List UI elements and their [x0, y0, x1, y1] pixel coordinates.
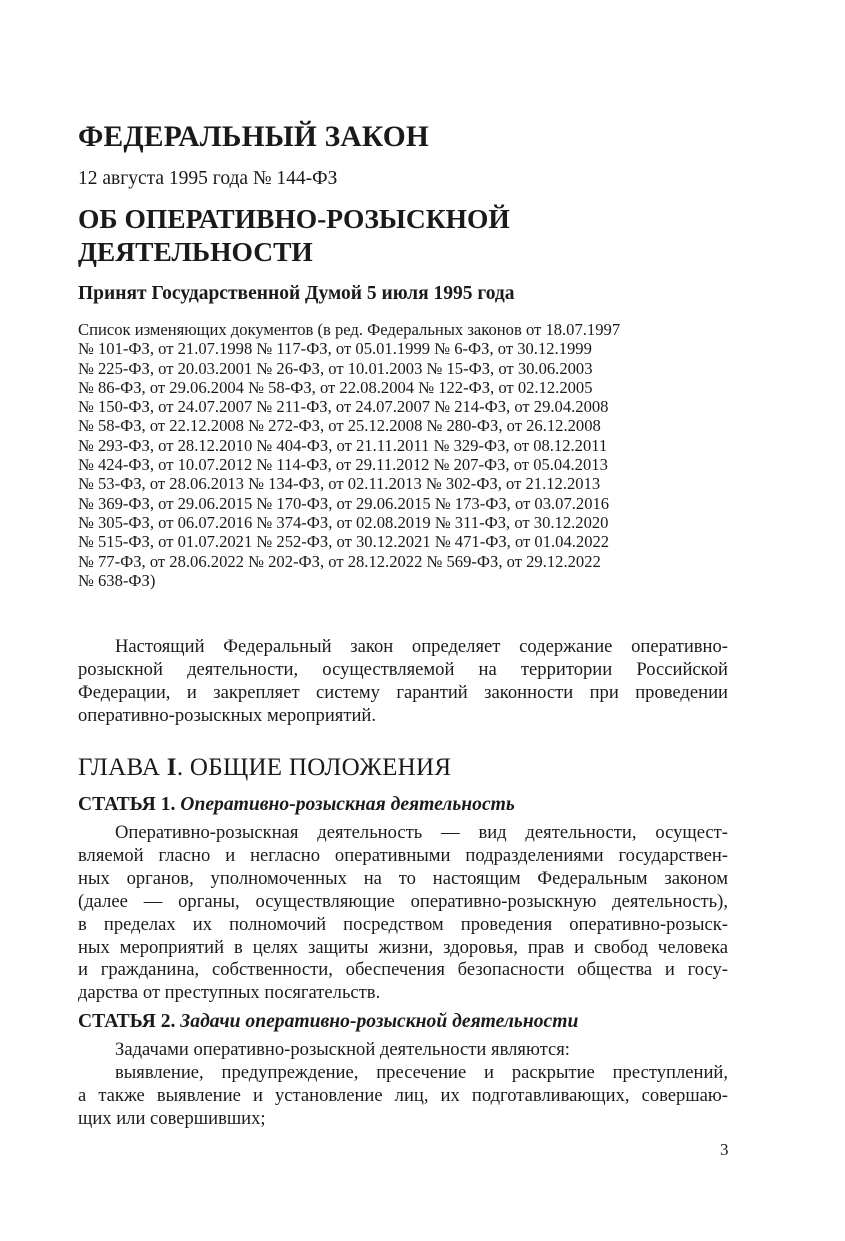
- amendments-line: № 225-ФЗ, от 20.03.2001 № 26-ФЗ, от 10.01.2003 № 15-ФЗ, от 30.06.2003: [78, 358, 593, 378]
- chapter-prefix: ГЛАВА: [78, 754, 167, 781]
- article-1-line: (далее — органы, осуществляющие оперативно-розыскную деятельность),: [78, 890, 728, 912]
- article-2-intro: Задачами оперативно-розыскной деятельности являются:: [115, 1039, 570, 1060]
- preamble-paragraph: [78, 636, 728, 728]
- amendments-list: [78, 320, 620, 590]
- law-title-line: ОБ ОПЕРАТИВНО-РОЗЫСКНОЙ: [78, 203, 510, 234]
- law-title-line: ДЕЯТЕЛЬНОСТИ: [78, 236, 313, 267]
- article-1-line: Оперативно-розыскная деятельность — вид деятельности, осущест-: [115, 822, 728, 843]
- chapter-heading: [78, 754, 451, 782]
- article-2-line: щих или совершивших;: [78, 1107, 266, 1129]
- amendments-line: № 101-ФЗ, от 21.07.1998 № 117-ФЗ, от 05.01.1999 № 6-ФЗ, от 30.12.1999: [78, 339, 592, 359]
- article-1-paragraph: [78, 822, 728, 1005]
- amendments-line: № 150-ФЗ, от 24.07.2007 № 211-ФЗ, от 24.07.2007 № 214-ФЗ, от 29.04.2008: [78, 397, 609, 417]
- article-2-name: Задачи оперативно-розыскной деятельности: [180, 1011, 579, 1032]
- preamble-line: Федерации, и закрепляет систему гарантий законности при проведении: [78, 681, 728, 703]
- law-title: [78, 202, 510, 268]
- amendments-line: Список изменяющих документов (в ред. Федеральных законов от 18.07.1997: [78, 320, 621, 339]
- law-type-heading: ФЕДЕРАЛЬНЫЙ ЗАКОН: [78, 121, 430, 153]
- amendments-line: № 424-ФЗ, от 10.07.2012 № 114-ФЗ, от 29.11.2012 № 207-ФЗ, от 05.04.2013: [78, 455, 608, 475]
- article-2-heading: [78, 1011, 578, 1033]
- article-2-line: выявление, предупреждение, пресечение и раскрытие преступлений,: [115, 1061, 728, 1083]
- page-number: 3: [720, 1140, 729, 1159]
- amendments-line: № 86-ФЗ, от 29.06.2004 № 58-ФЗ, от 22.08.2004 № 122-ФЗ, от 02.12.2005: [78, 377, 593, 397]
- article-2-number: СТАТЬЯ 2.: [78, 1011, 181, 1032]
- preamble-line: оперативно-розыскных мероприятий.: [78, 704, 377, 726]
- article-1-line: в пределах их полномочий посредством проведения оперативно-розыск-: [78, 913, 728, 935]
- article-2-paragraph: [78, 1039, 728, 1131]
- article-1-line: и гражданина, собственности, обеспечения безопасности общества и госу-: [78, 959, 728, 981]
- amendments-line: № 515-ФЗ, от 01.07.2021 № 252-ФЗ, от 30.12.2021 № 471-ФЗ, от 01.04.2022: [78, 532, 610, 552]
- law-date: 12 августа 1995 года № 144-ФЗ: [78, 168, 338, 189]
- article-1-heading: [78, 794, 515, 816]
- chapter-title: . ОБЩИЕ ПОЛОЖЕНИЯ: [176, 754, 452, 781]
- adoption-note: Принят Государственной Думой 5 июля 1995 года: [78, 283, 515, 304]
- article-1-line: дарства от преступных посягательств.: [78, 982, 381, 1004]
- amendments-line: № 58-ФЗ, от 22.12.2008 № 272-ФЗ, от 25.12.2008 № 280-ФЗ, от 26.12.2008: [78, 416, 601, 436]
- article-1-line: вляемой гласно и негласно оперативными подразделениями государствен-: [78, 844, 728, 866]
- article-1-line: ных органов, уполномоченных на то настоящим Федеральным законом: [78, 867, 728, 889]
- article-2-line: а также выявление и установление лиц, их подготавливающих, совершаю-: [78, 1084, 728, 1106]
- amendments-line: № 293-ФЗ, от 28.12.2010 № 404-ФЗ, от 21.11.2011 № 329-ФЗ, от 08.12.2011: [78, 435, 608, 455]
- amendments-line: № 369-ФЗ, от 29.06.2015 № 170-ФЗ, от 29.06.2015 № 173-ФЗ, от 03.07.2016: [78, 493, 610, 513]
- preamble-line: розыскной деятельности, осуществляемой на территории Российской: [78, 658, 728, 680]
- chapter-number: I: [166, 754, 177, 781]
- amendments-line: № 305-ФЗ, от 06.07.2016 № 374-ФЗ, от 02.08.2019 № 311-ФЗ, от 30.12.2020: [78, 512, 609, 532]
- amendments-line: № 77-ФЗ, от 28.06.2022 № 202-ФЗ, от 28.12.2022 № 569-ФЗ, от 29.12.2022: [78, 551, 601, 571]
- amendments-line: № 53-ФЗ, от 28.06.2013 № 134-ФЗ, от 02.11.2013 № 302-ФЗ, от 21.12.2013: [78, 474, 601, 494]
- article-1-line: ных мероприятий в целях защиты жизни, здоровья, прав и свобод человека: [78, 936, 728, 958]
- article-1-number: СТАТЬЯ 1.: [78, 794, 181, 815]
- preamble-line: Настоящий Федеральный закон определяет содержание оперативно-: [115, 636, 728, 657]
- amendments-line: № 638-ФЗ): [78, 570, 156, 590]
- article-1-name: Оперативно-розыскная деятельность: [180, 794, 515, 815]
